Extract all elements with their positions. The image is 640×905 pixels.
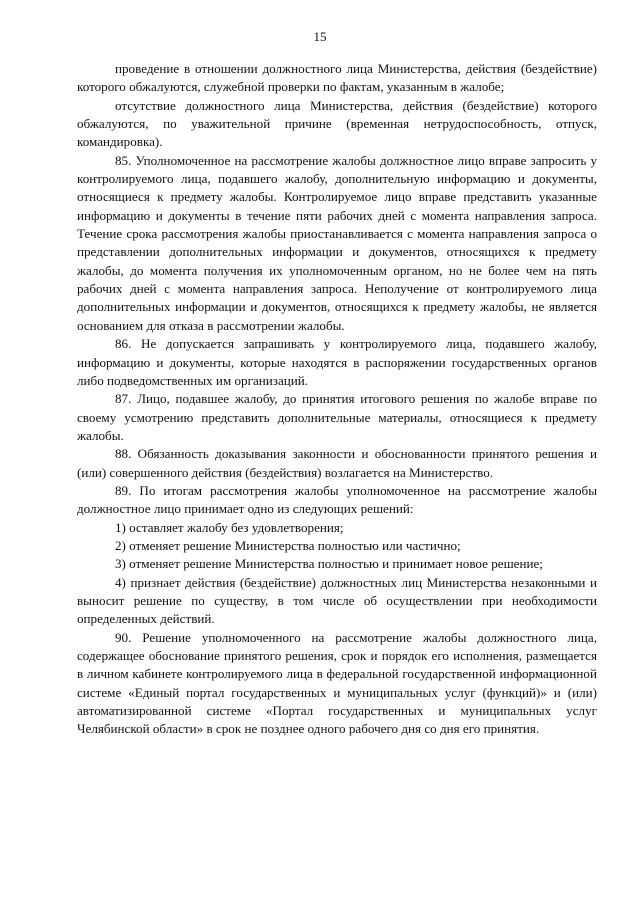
paragraph-88: 88. Обязанность доказывания законности и обоснованности принятого решения и (или) совершенного действия (бездействия) возлагается на Министерство. (77, 446, 597, 480)
list-item-1: 1) оставляет жалобу без удовлетворения; (115, 519, 344, 535)
paragraph-86: 86. Не допускается запрашивать у контролируемого лица, подавшего жалобу, информацию и документы, которые находятся в распоряжении государственных органов либо подведомственных им организаций. (77, 336, 597, 388)
paragraph-90: 90. Решение уполномоченного на рассмотрение жалобы должностного лица, содержащее обоснование принятого решения, срок и порядок его исполнения, размещается в личном кабинете контролируемого лица в федеральной государственной информационной системе «Единый портал государственных и муниципальных услуг (функций)» и (или) автоматизированной системе «Портал государственных и муниципальных услуг Челябинской области» в срок не позднее одного рабочего дня со дня его принятия. (77, 629, 597, 737)
paragraph-absence-reason: отсутствие должностного лица Министерства, действия (бездействие) которого обжалуются, по уважительной причине (временная нетрудоспособность, отпуск, командировка). (77, 97, 597, 150)
paragraph-89: 89. По итогам рассмотрения жалобы уполномоченное на рассмотрение жалобы должностное лицо принимает одно из следующих решений: (77, 482, 597, 517)
list-item-3: 3) отменяет решение Министерства полностью и принимает новое решение; (115, 556, 543, 572)
page-number: 15 (313, 29, 327, 44)
list-item-2: 2) отменяет решение Министерства полностью или частично; (115, 537, 461, 553)
paragraph-87: 87. Лицо, подавшее жалобу, до принятия итогового решения по жалобе вправе по своему усмотрению представить дополнительные материалы, относящиеся к предмету жалобы. (77, 391, 597, 443)
paragraph-continuation: проведение в отношении должностного лица Министерства, действия (бездействие) которого обжалуются, служебной проверки по фактам, указанным в жалобе; (77, 61, 597, 95)
paragraph-85: 85. Уполномоченное на рассмотрение жалобы должностное лицо вправе запросить у контролируемого лица, подавшего жалобу, дополнительную информацию и документы, относящиеся к предмету жалобы. Контролируемое лицо вправе представить указанные информацию и документы в течение пяти рабочих дней с момента направления запроса. Течение срока рассмотрения жалобы приостанавливается с момента направления запроса о представлении дополнительных информации и документов, относящихся к предмету жалобы, до момента получения их уполномоченным органом, но не более чем на пять рабочих дней с момента направления запроса. Неполучение от контролируемого лица дополнительных информации и документов, относящихся к предмету жалобы, не является основанием для отказа в рассмотрении жалобы. (77, 152, 597, 333)
document-body (77, 60, 597, 739)
list-item-4: 4) признает действия (бездействие) должностных лиц Министерства незаконными и выносит решение по существу, в том числе об осуществлении при необходимости определенных действий. (77, 574, 597, 627)
